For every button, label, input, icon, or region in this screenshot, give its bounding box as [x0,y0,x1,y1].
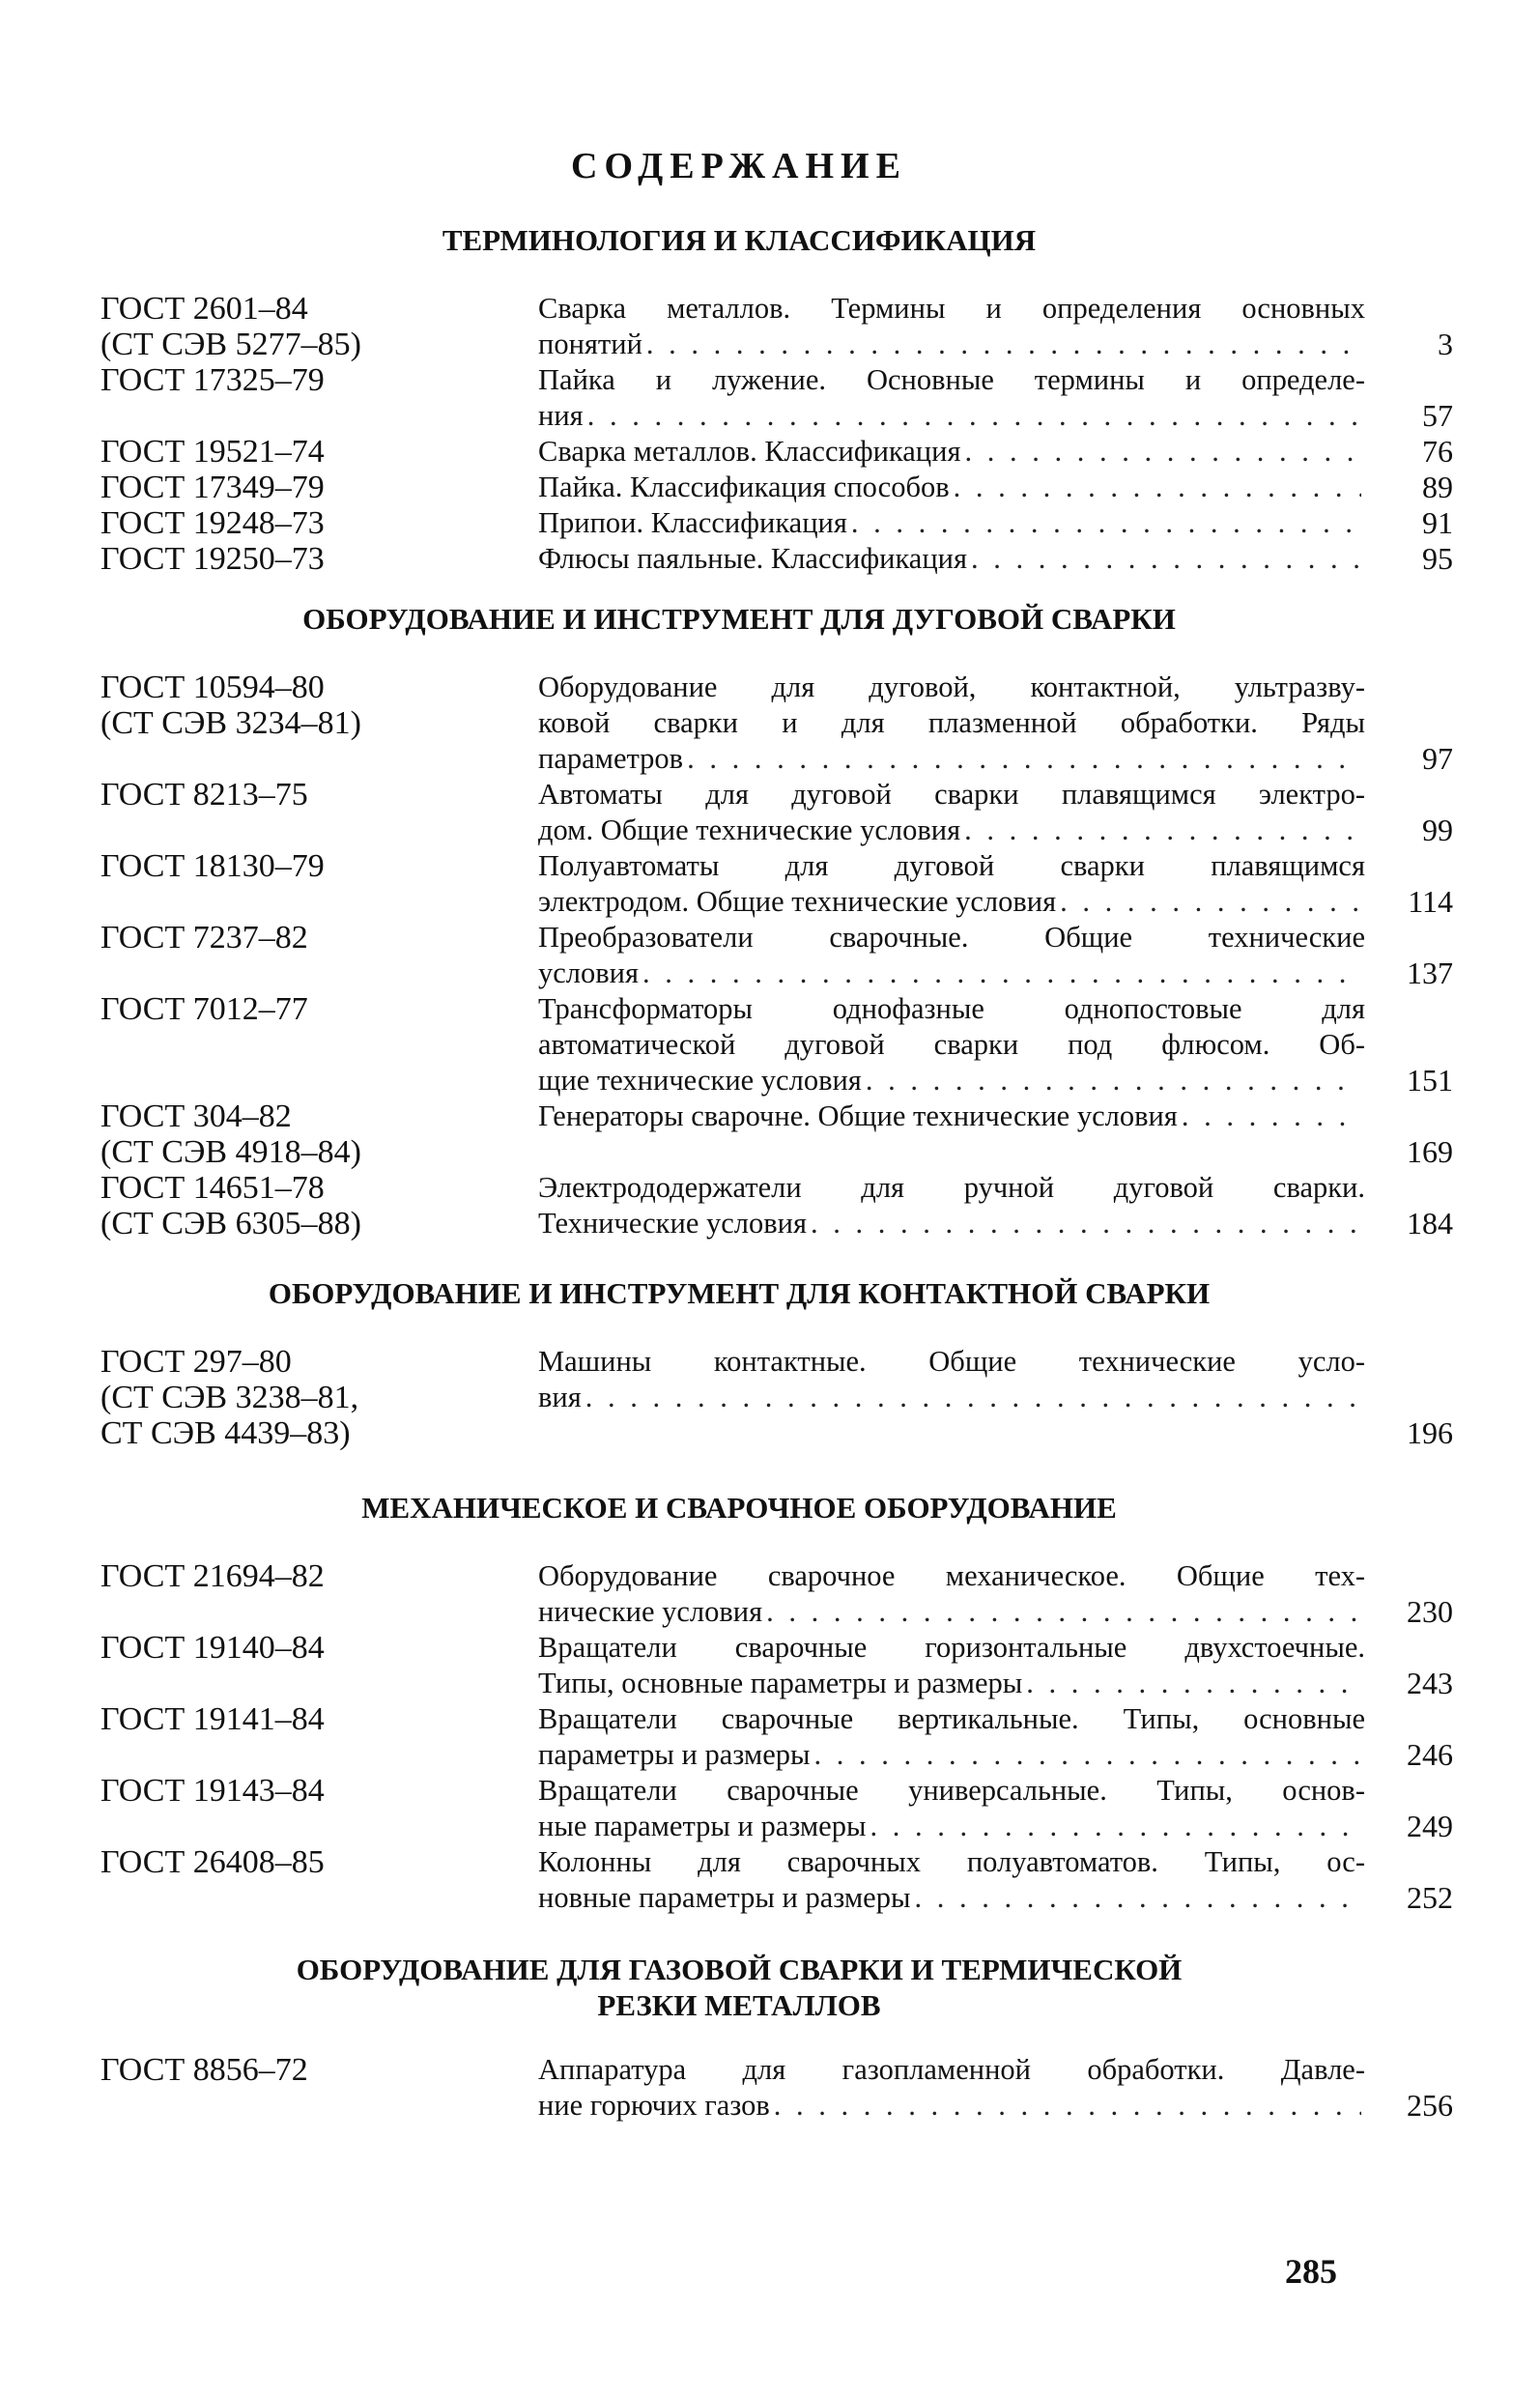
gost-designation [100,362,526,398]
section-heading [0,1275,1478,1311]
entry-title-line: Сварка металлов. Термины и определения основных [538,292,1365,325]
section-heading [0,601,1478,637]
entry-title-last-line [538,956,1365,991]
entry-title-line: Пайка и лужение. Основные термины и определе- [538,363,1365,396]
contents-entry [0,1844,1478,1916]
entry-title [538,848,1365,920]
entry-title [538,1170,1365,1241]
contents-entry [0,434,1478,470]
contents-entry [0,1170,1478,1241]
entry-title-last-line [538,1666,1365,1701]
page-title: СОДЕРЖАНИЕ [571,146,907,186]
entry-title-last-line [538,327,1365,362]
contents-entry [0,1558,1478,1630]
contents-list [0,291,1478,577]
entry-title [538,920,1365,991]
gost-designation [100,1558,526,1594]
gost-line: ГОСТ 26408–85 [100,1844,325,1880]
dot-leader [687,741,1361,777]
section-heading-line: ОБОРУДОВАНИЕ ДЛЯ ГАЗОВОЙ СВАРКИ И ТЕРМИЧЕСКОЙ [296,1953,1183,1986]
entry-title-last-line [538,884,1365,920]
dot-leader [1060,884,1361,920]
dot-leader [866,1063,1361,1098]
entry-page-number: 256 [1407,2088,1453,2123]
entry-title-line: Оборудование для дуговой, контактной, ультразву- [538,670,1365,703]
contents-entry [0,291,1478,362]
gost-line: (СТ СЭВ 4918–84) [100,1134,361,1170]
entry-page-number: 76 [1422,434,1453,469]
entry-title-text: щие технические условия [538,1064,862,1097]
gost-line: ГОСТ 8856–72 [100,2052,308,2088]
entry-title [538,1844,1365,1916]
entry-title-line: Вращатели сварочные вертикальные. Типы, основные [538,1702,1365,1735]
entry-title-text: Пайка. Классификация способов [538,471,950,503]
dot-leader [585,1380,1361,1415]
entry-title [538,2052,1365,2124]
entry-page-number: 114 [1408,884,1453,919]
gost-line: ГОСТ 8213–75 [100,777,308,813]
gost-designation [100,470,526,505]
section-contact-welding [0,1275,1478,1451]
entry-page-number: 91 [1422,505,1453,540]
entry-title-last-line [538,1063,1365,1098]
entry-title [538,362,1365,434]
entry-title-last-line [538,1098,1365,1134]
entry-title-line: Полуавтоматы для дуговой сварки плавящимся [538,849,1365,882]
entry-page-number: 169 [1407,1134,1453,1169]
dot-leader [954,470,1361,505]
entry-title-line: Оборудование сварочное механическое. Общие тех- [538,1559,1365,1592]
entry-title-last-line [538,1737,1365,1773]
dot-leader [851,505,1361,541]
entry-title-last-line [538,1880,1365,1916]
gost-designation [100,991,526,1027]
contents-list [0,2052,1478,2124]
entry-title-text: условия [538,956,640,989]
gost-line: ГОСТ 297–80 [100,1344,292,1380]
gost-designation [100,777,526,813]
contents-entry [0,1701,1478,1773]
entry-title-text: понятий [538,328,642,360]
entry-title-last-line [538,1594,1365,1630]
contents-entry [0,920,1478,991]
contents-entry [0,991,1478,1098]
entry-page-number: 97 [1422,741,1453,776]
entry-title-line: Аппаратура для газопламенной обработки. Давле- [538,2053,1365,2086]
entry-page-number: 151 [1407,1063,1453,1098]
contents-entry [0,470,1478,505]
entry-title-line: Колонны для сварочных полуавтоматов. Типы, ос- [538,1845,1365,1878]
dot-leader [870,1809,1361,1844]
dot-leader [1182,1098,1361,1134]
gost-designation [100,1630,526,1666]
section-heading-line: ОБОРУДОВАНИЕ И ИНСТРУМЕНТ ДЛЯ КОНТАКТНОЙ СВАРКИ [268,1276,1211,1310]
gost-line: (СТ СЭВ 6305–88) [100,1206,361,1241]
entry-title-last-line [538,1380,1365,1415]
section-arc-welding [0,601,1478,1241]
entry-title-text: Флюсы паяльные. Классификация [538,542,968,575]
contents-entry [0,2052,1478,2124]
gost-line: ГОСТ 304–82 [100,1098,292,1134]
contents-list [0,1344,1478,1451]
section-mechanical-equipment [0,1490,1478,1916]
dot-leader [646,327,1361,362]
entry-title-text: параметры и размеры [538,1738,811,1771]
dot-leader [964,434,1361,470]
gost-line: ГОСТ 7012–77 [100,991,308,1027]
dot-leader [774,2088,1361,2124]
dot-leader [587,398,1361,434]
dot-leader [964,813,1361,848]
entry-title-last-line [538,1809,1365,1844]
entry-title-line: Преобразователи сварочные. Общие технические [538,921,1365,954]
entry-title-line: Автоматы для дуговой сварки плавящимся электро- [538,778,1365,811]
entry-page-number: 196 [1407,1415,1453,1450]
entry-title [538,1098,1365,1134]
entry-title-text: Типы, основные параметры и размеры [538,1667,1023,1699]
entry-title-text: электродом. Общие технические условия [538,885,1057,918]
entry-title-line: автоматической дуговой сварки под флюсом. Об- [538,1028,1365,1061]
entry-page-number: 99 [1422,813,1453,847]
section-heading-line: ТЕРМИНОЛОГИЯ И КЛАССИФИКАЦИЯ [442,223,1037,257]
entry-title-last-line [538,813,1365,848]
entry-title-text: ние горючих газов [538,2089,770,2122]
dot-leader [914,1880,1361,1916]
section-heading-line: ОБОРУДОВАНИЕ И ИНСТРУМЕНТ ДЛЯ ДУГОВОЙ СВАРКИ [302,602,1176,636]
gost-line: СТ СЭВ 4439–83) [100,1415,351,1451]
gost-line: ГОСТ 19248–73 [100,505,325,541]
entry-title-text: нические условия [538,1595,763,1628]
contents-list [0,1558,1478,1916]
gost-line: ГОСТ 7237–82 [100,920,308,956]
entry-title [538,991,1365,1098]
gost-line: (СТ СЭВ 3234–81) [100,705,361,741]
gost-designation [100,1098,526,1170]
contents-entry [0,1773,1478,1844]
gost-line: ГОСТ 17349–79 [100,470,325,505]
page-number: 285 [1285,2252,1337,2291]
gost-designation [100,920,526,956]
contents-entry [0,670,1478,777]
entry-page-number: 249 [1407,1809,1453,1843]
gost-line: ГОСТ 10594–80 [100,670,325,705]
entry-title-text: Сварка металлов. Классификация [538,435,961,468]
gost-designation [100,505,526,541]
entry-title-text: дом. Общие технические условия [538,813,961,846]
contents-entry [0,777,1478,848]
entry-page-number: 246 [1407,1737,1453,1772]
entry-title-text: Технические условия [538,1207,807,1240]
entry-title-text: ния [538,399,584,432]
section-gas-welding [0,1952,1478,2124]
entry-title [538,1630,1365,1701]
contents-entry [0,505,1478,541]
dot-leader [1026,1666,1361,1701]
gost-line: ГОСТ 19141–84 [100,1701,325,1737]
entry-title-last-line [538,741,1365,777]
entry-title-line: Трансформаторы однофазные однопостовые для [538,992,1365,1025]
gost-designation [100,1170,526,1241]
entry-title [538,1701,1365,1773]
entry-page-number: 57 [1422,398,1453,433]
gost-designation [100,1344,526,1451]
entry-title-last-line [538,2088,1365,2124]
gost-line: ГОСТ 18130–79 [100,848,325,884]
gost-line: ГОСТ 17325–79 [100,362,325,398]
gost-line: ГОСТ 2601–84 [100,291,308,327]
gost-designation [100,291,526,362]
gost-designation [100,1773,526,1809]
entry-title-last-line [538,1206,1365,1241]
section-heading-line: МЕХАНИЧЕСКОЕ И СВАРОЧНОЕ ОБОРУДОВАНИЕ [361,1491,1117,1525]
entry-page-number: 243 [1407,1666,1453,1700]
gost-line: ГОСТ 19521–74 [100,434,325,470]
contents-entry [0,1098,1478,1170]
entry-page-number: 252 [1407,1880,1453,1915]
entry-title [538,470,1365,505]
gost-designation [100,2052,526,2088]
section-heading-line: РЕЗКИ МЕТАЛЛОВ [597,1988,881,2022]
contents-entry [0,848,1478,920]
entry-page-number: 3 [1438,327,1453,361]
entry-title [538,670,1365,777]
entry-title-last-line [538,505,1365,541]
entry-title [538,505,1365,541]
gost-designation [100,1701,526,1737]
dot-leader [811,1206,1361,1241]
entry-title-text: Генераторы сварочне. Общие технические условия [538,1099,1178,1132]
gost-line: ГОСТ 19250–73 [100,541,325,577]
dot-leader [642,956,1361,991]
dot-leader [766,1594,1361,1630]
entry-title [538,434,1365,470]
dot-leader [814,1737,1362,1773]
entry-title [538,1773,1365,1844]
contents-list [0,670,1478,1241]
entry-title-line: Электрододержатели для ручной дуговой сварки. [538,1171,1365,1204]
gost-designation [100,541,526,577]
entry-title-line: ковой сварки и для плазменной обработки. Ряды [538,706,1365,739]
entry-page-number: 230 [1407,1594,1453,1629]
gost-line: ГОСТ 19143–84 [100,1773,325,1809]
entry-page-number: 137 [1407,956,1453,990]
entry-title [538,541,1365,577]
gost-line: ГОСТ 19140–84 [100,1630,325,1666]
dot-leader [971,541,1361,577]
section-heading [0,1952,1478,2023]
entry-title-last-line [538,470,1365,505]
entry-page-number: 184 [1407,1206,1453,1241]
entry-title-last-line [538,398,1365,434]
contents-entry [0,1344,1478,1451]
gost-line: ГОСТ 14651–78 [100,1170,325,1206]
entry-title [538,1344,1365,1415]
gost-designation [100,434,526,470]
gost-designation [100,1844,526,1880]
contents-entry [0,541,1478,577]
contents-entry [0,362,1478,434]
gost-line: (СТ СЭВ 3238–81, [100,1380,359,1415]
entry-title-text: ные параметры и размеры [538,1810,867,1842]
contents-entry [0,1630,1478,1701]
entry-title [538,1558,1365,1630]
gost-designation [100,670,526,741]
entry-title-last-line [538,434,1365,470]
entry-title-line: Вращатели сварочные универсальные. Типы, основ- [538,1774,1365,1807]
entry-title-text: параметров [538,742,684,775]
gost-line: ГОСТ 21694–82 [100,1558,325,1594]
entry-title-text: вия [538,1381,582,1413]
entry-page-number: 89 [1422,470,1453,504]
entry-page-number: 95 [1422,541,1453,576]
entry-title [538,291,1365,362]
section-heading [0,1490,1478,1526]
entry-title-text: новные параметры и размеры [538,1881,911,1914]
gost-designation [100,848,526,884]
gost-line: (СТ СЭВ 5277–85) [100,327,361,362]
section-heading [0,222,1478,258]
entry-title-line: Машины контактные. Общие технические усло- [538,1345,1365,1378]
entry-title [538,777,1365,848]
entry-title-line: Вращатели сварочные горизонтальные двухстоечные. [538,1631,1365,1664]
entry-title-text: Припои. Классификация [538,506,847,539]
entry-title-last-line [538,541,1365,577]
section-terminology [0,222,1478,577]
